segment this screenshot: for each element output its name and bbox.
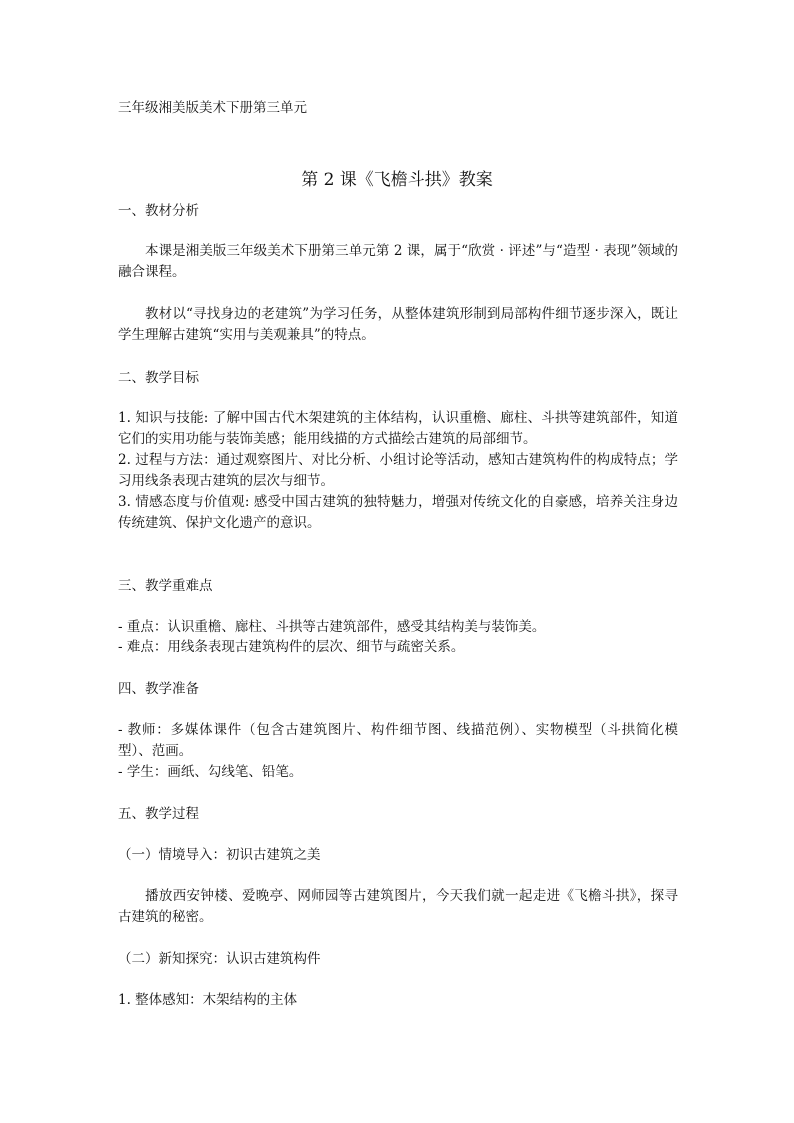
objective-item-1: 1. 知识与技能: 了解中国古代木架建筑的主体结构，认识重檐、廊柱、斗拱等建筑部件，知道它们的实用功能与装饰美感；能用线描的方式描绘古建筑的局部细节。 <box>118 410 678 447</box>
unit-header: 三年级湘美版美术下册第三单元 <box>118 100 307 116</box>
section-heading-key-points: 三、教学重难点 <box>118 578 213 594</box>
subsection-heading-intro: （一）情境导入：初识古建筑之美 <box>118 847 321 863</box>
section-heading-objectives: 二、教学目标 <box>118 370 199 386</box>
objective-item-3: 3. 情感态度与价值观: 感受中国古建筑的独特魅力，增强对传统文化的自豪感，培养关注身边传统建筑、保护文化遗产的意识。 <box>118 494 678 531</box>
paragraph-materials-1: 本课是湘美版三年级美术下册第三单元第 2 课，属于“欣赏 · 评述”与“造型 · 表现”领域的融合课程。 <box>118 243 678 280</box>
paragraph-intro: 播放西安钟楼、爱晚亭、网师园等古建筑图片，今天我们就一起走进《飞檐斗拱》，探寻古建筑的秘密。 <box>118 888 678 925</box>
section-heading-process: 五、教学过程 <box>118 806 199 822</box>
preparation-item-teacher: - 教师：多媒体课件（包含古建筑图片、构件细节图、线描范例）、实物模型（斗拱简化模型）、范画。 <box>118 722 678 759</box>
explore-item-1: 1. 整体感知：木架结构的主体 <box>118 992 298 1008</box>
preparation-item-student: - 学生：画纸、勾线笔、铅笔。 <box>118 764 303 780</box>
section-heading-preparation: 四、教学准备 <box>118 681 199 697</box>
paragraph-materials-2: 教材以“寻找身边的老建筑”为学习任务，从整体建筑形制到局部构件细节逐步深入，既让学生理解古建筑“实用与美观兼具”的特点。 <box>118 306 678 343</box>
document-title: 第 2 课《飞檐斗拱》教案 <box>301 170 493 190</box>
section-heading-materials: 一、教材分析 <box>118 203 199 219</box>
key-point-item-1: - 重点：认识重檐、廊柱、斗拱等古建筑部件，感受其结构美与装饰美。 <box>118 619 546 635</box>
objective-item-2: 2. 过程与方法：通过观察图片、对比分析、小组讨论等活动，感知古建筑构件的构成特点；学习用线条表现古建筑的层次与细节。 <box>118 452 678 489</box>
key-point-item-2: - 难点：用线条表现古建筑构件的层次、细节与疏密关系。 <box>118 639 465 655</box>
subsection-heading-explore: （二）新知探究：认识古建筑构件 <box>118 951 321 967</box>
